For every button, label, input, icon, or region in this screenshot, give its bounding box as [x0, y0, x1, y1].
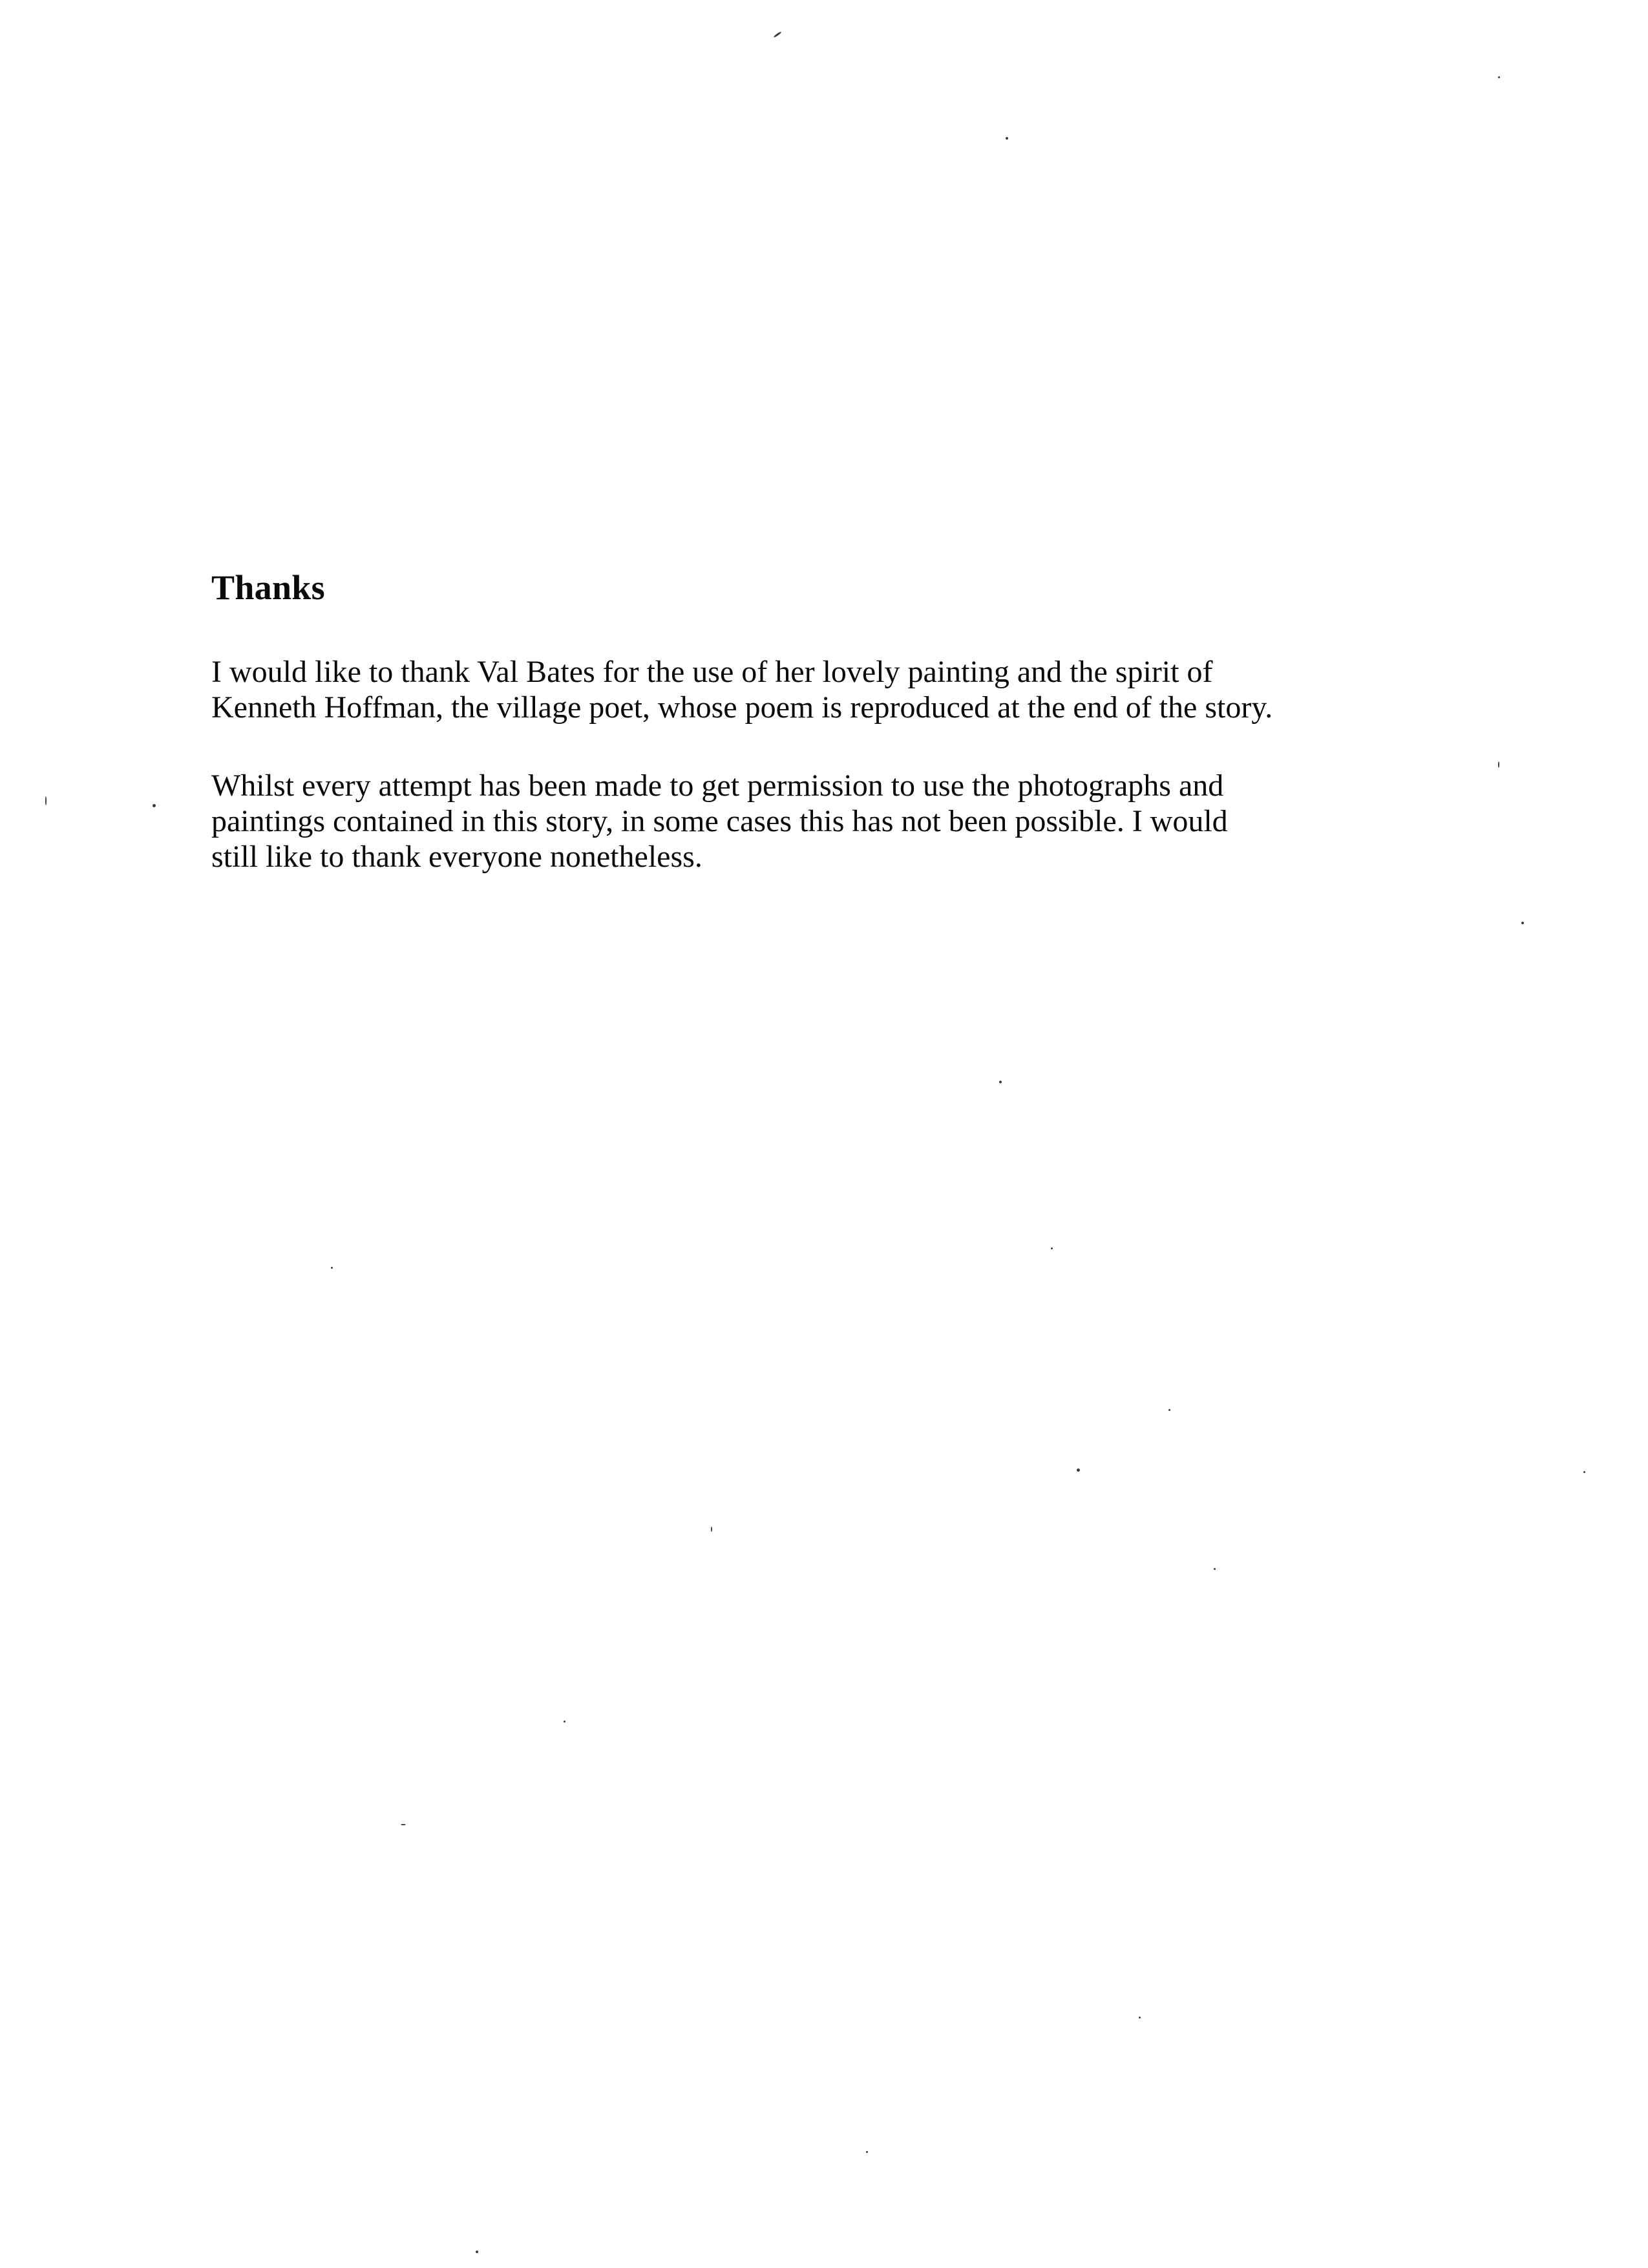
scan-speck [999, 1081, 1002, 1083]
scan-speck [773, 31, 781, 37]
scan-speck [1006, 137, 1008, 140]
scan-speck [711, 1527, 712, 1532]
scan-speck [401, 1824, 406, 1825]
scan-speck [1139, 2017, 1141, 2019]
scan-speck [1168, 1409, 1170, 1411]
scan-speck [564, 1721, 565, 1722]
acknowledgement-paragraph: I would like to thank Val Bates for the use of her lovely painting and the spirit of Kenneth Hoffman, the village poet, whose poem is reproduced at the end of the story. [211, 655, 1273, 725]
scan-speck [1051, 1247, 1053, 1249]
page-heading: Thanks [211, 568, 325, 607]
scan-speck [1498, 76, 1500, 78]
scan-speck [1077, 1468, 1080, 1472]
scan-speck [45, 796, 47, 805]
scan-speck [476, 2251, 478, 2253]
scan-speck [866, 2151, 868, 2153]
scan-speck [331, 1267, 333, 1269]
scan-speck [1214, 1568, 1216, 1570]
scan-speck [153, 804, 156, 807]
scan-speck [1521, 922, 1524, 924]
scan-speck [1583, 1471, 1585, 1473]
permission-paragraph: Whilst every attempt has been made to get permission to use the photographs and paintings contained in this story, in some cases this has not been possible. I would still like to thank everyone nonetheless. [211, 768, 1228, 874]
scan-speck [1498, 761, 1499, 768]
